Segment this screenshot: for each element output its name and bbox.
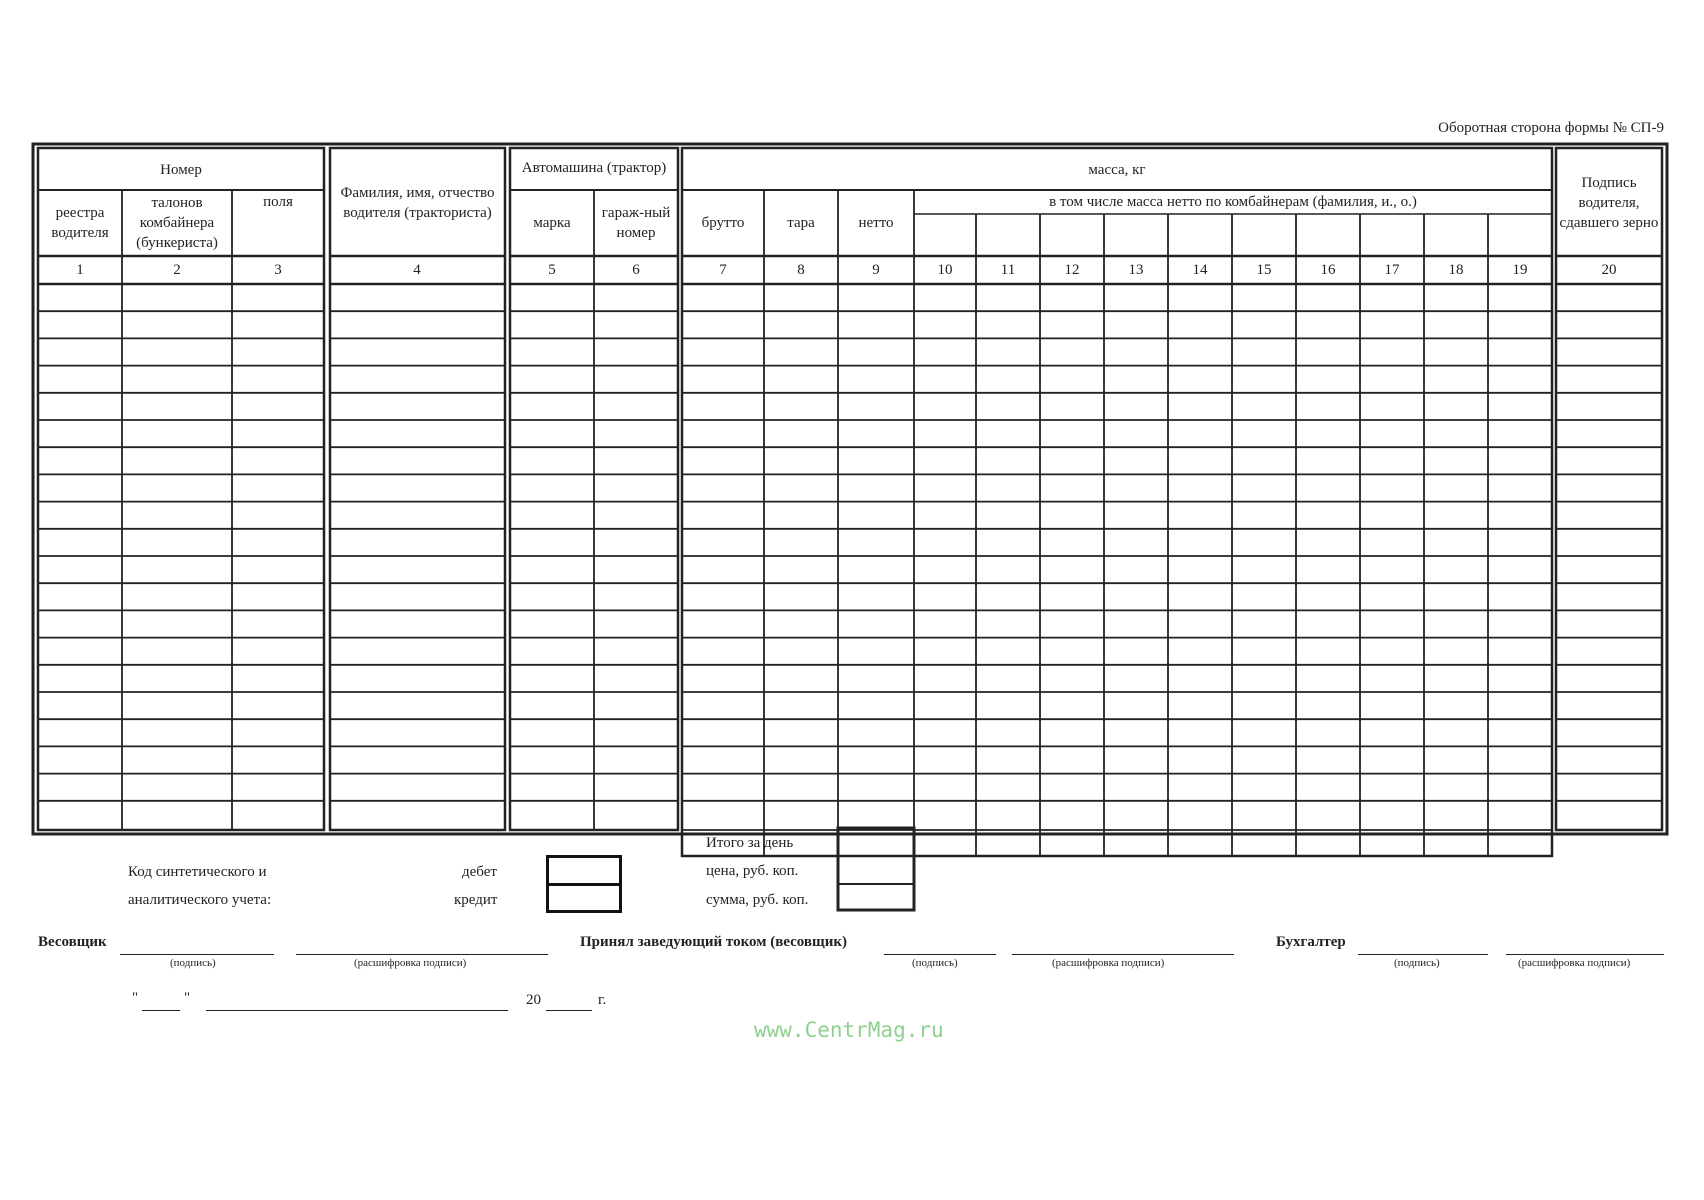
debet-label: дебет [462, 864, 497, 880]
buhgalter-podpis-caption: (подпись) [1394, 957, 1440, 969]
date-day-line[interactable] [142, 1010, 180, 1011]
header-fio: Фамилия, имя, отчество водителя (тракториста) [340, 185, 495, 221]
column-number-5: 5 [548, 262, 556, 278]
prinyal-rasshifrovka-caption: (расшифровка подписи) [1052, 957, 1165, 969]
column-number-9: 9 [872, 262, 880, 278]
column-number-4: 4 [413, 262, 421, 278]
summa-label: сумма, руб. коп. [706, 892, 809, 908]
column-number-10: 10 [937, 262, 953, 278]
vesovshik-rasshifrovka-caption: (расшифровка подписи) [354, 957, 467, 969]
header-tara: тара [787, 215, 815, 231]
date-year-suffix: г. [598, 992, 607, 1008]
column-number-6: 6 [632, 262, 640, 278]
column-number-15: 15 [1256, 262, 1272, 278]
column-number-8: 8 [797, 262, 805, 278]
header-nomer: Номер [160, 162, 202, 178]
header-talonov: талонов комбайнера (бункериста) [136, 195, 218, 251]
prinyal-rasshifrovka-line[interactable] [1012, 954, 1234, 955]
form-caption: Оборотная сторона формы № СП-9 [1438, 120, 1664, 136]
column-number-19: 19 [1512, 262, 1528, 278]
column-number-17: 17 [1384, 262, 1400, 278]
date-year-prefix: 20 [526, 992, 541, 1008]
header-netto: нетто [858, 215, 894, 231]
column-number-11: 11 [1000, 262, 1016, 278]
column-number-12: 12 [1064, 262, 1080, 278]
header-avto: Автомашина (трактор) [521, 160, 667, 176]
column-number-1: 1 [76, 262, 84, 278]
header-massa: масса, кг [1088, 162, 1146, 178]
watermark: www.CentrMag.ru [754, 1018, 944, 1042]
column-number-13: 13 [1128, 262, 1144, 278]
header-podpis: Подпись водителя, сдавшего зерно [1559, 175, 1659, 231]
header-v-tom-chisle: в том числе масса нетто по комбайнерам (фамилия, и., о.) [1049, 194, 1417, 210]
itogo-label: Итого за день [706, 835, 794, 851]
column-number-18: 18 [1448, 262, 1464, 278]
vesovshik-label: Весовщик [38, 934, 107, 950]
vesovshik-signature-line[interactable] [120, 954, 274, 955]
kod-label-line2: аналитического учета: [128, 892, 272, 908]
cena-label: цена, руб. коп. [706, 863, 799, 879]
date-year-line[interactable] [546, 1010, 592, 1011]
header-polya: поля [263, 194, 293, 210]
column-number-16: 16 [1320, 262, 1336, 278]
column-number-3: 3 [274, 262, 282, 278]
date-quote-close: " [184, 990, 191, 1006]
column-number-7: 7 [719, 262, 727, 278]
buhgalter-signature-line[interactable] [1358, 954, 1488, 955]
prinyal-podpis-caption: (подпись) [912, 957, 958, 969]
buhgalter-rasshifrovka-line[interactable] [1506, 954, 1664, 955]
header-garazh: гараж-ный номер [601, 205, 671, 241]
debet-kredit-box[interactable] [546, 855, 622, 913]
header-reestra: реестра водителя [51, 205, 109, 241]
itogo-box [838, 828, 914, 910]
column-number-14: 14 [1192, 262, 1208, 278]
column-number-20: 20 [1601, 262, 1617, 278]
date-month-line[interactable] [206, 1010, 508, 1011]
prinyal-label: Принял заведующий током (весовщик) [580, 934, 847, 950]
buhgalter-rasshifrovka-caption: (расшифровка подписи) [1518, 957, 1631, 969]
prinyal-signature-line[interactable] [884, 954, 996, 955]
kod-label-line1: Код синтетического и [128, 864, 267, 880]
column-number-2: 2 [173, 262, 181, 278]
header-marka: марка [533, 215, 571, 231]
header-brutto: брутто [701, 215, 745, 231]
vesovshik-podpis-caption: (подпись) [170, 957, 216, 969]
buhgalter-label: Бухгалтер [1276, 934, 1346, 950]
vesovshik-rasshifrovka-line[interactable] [296, 954, 548, 955]
kredit-label: кредит [454, 892, 498, 908]
date-quote-open: " [132, 990, 139, 1006]
